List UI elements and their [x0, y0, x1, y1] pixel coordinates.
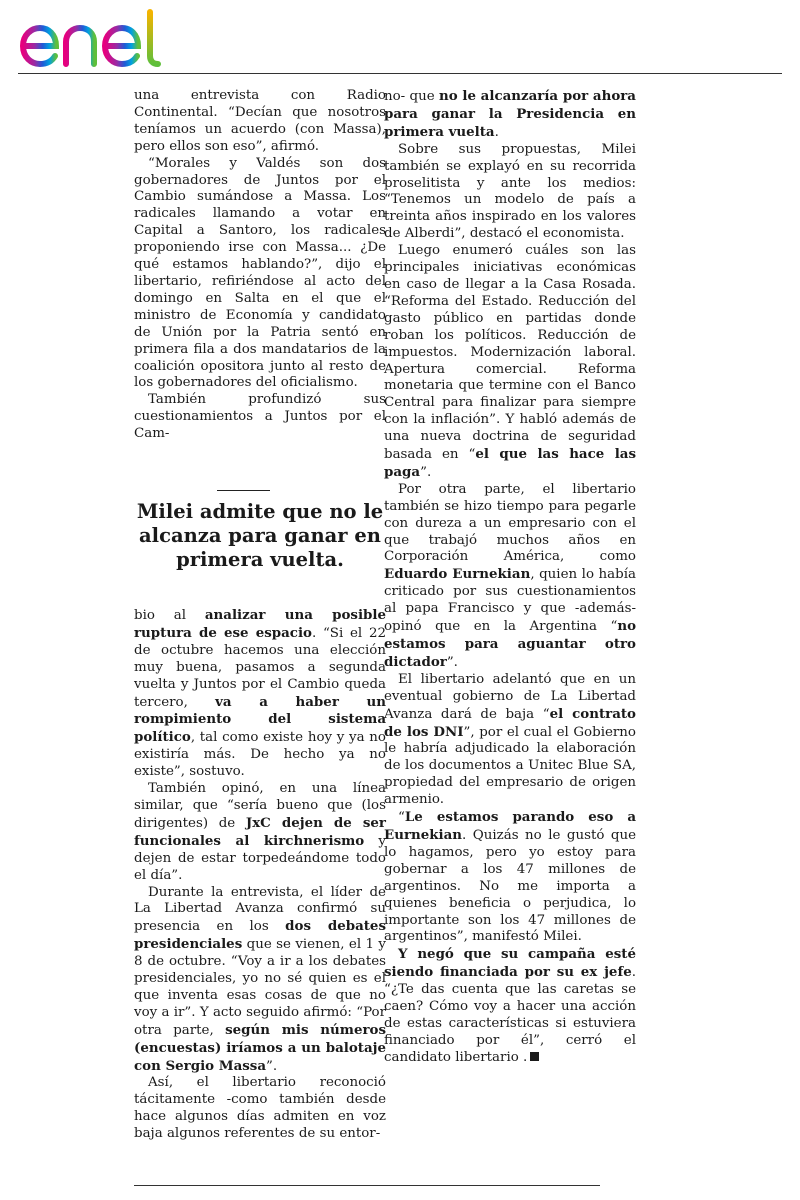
pullquote-divider — [217, 490, 270, 491]
paragraph: Y negó que su campaña esté siendo financiada por su ex jefe. “¿Te das cuenta que las caretas se caen? Cómo voy a hacer una acción de estas características si estuviera financiado por él”, cerró el candidato libertario . — [384, 946, 636, 1065]
paragraph: También profundizó sus cuestionamientos a Juntos por el Cam- — [134, 392, 386, 442]
header-divider — [18, 73, 782, 74]
article-column-right — [384, 88, 636, 1067]
paragraph: Durante la entrevista, el líder de La Libertad Avanza confirmó su presencia en los dos debates presidenciales que se vienen, el 1 y 8 de octubre. “Voy a ir a los debates presidenciales, yo no sé quien es el que inventa esas cosas de que no voy a ir”. Y acto seguido afirmó: “Por otra parte, según mis números (encuestas) iríamos a un balotaje con Sergio Massa”. — [134, 884, 386, 1074]
paragraph: “Le estamos parando eso a Eurnekian. Quizás no le gustó que lo hagamos, pero yo estoy para gobernar a los 47 millones de argentinos. No me importa a quienes beneficia o perjudica, lo importante son los 47 millones de argentinos”, manifestó Milei. — [384, 809, 636, 945]
enel-logo — [18, 8, 180, 70]
logo-letter-l — [150, 12, 158, 64]
logo-letter-n — [66, 28, 94, 64]
logo-letter-e2 — [105, 28, 138, 64]
paragraph: no- que no le alcanzaría por ahora para ganar la Presidencia en primera vuelta. — [384, 88, 636, 140]
paragraph: Así, el libertario reconoció tácitamente -como también desde hace algunos días admiten en voz baja algunos referentes de su entor- — [134, 1075, 386, 1142]
article-column-left-bottom — [134, 607, 386, 1143]
paragraph: Sobre sus propuestas, Milei también se explayó en su recorrida proselitista y ante los medios: “Tenemos un modelo de país a treinta años inspirado en los valores de Alberdi”, destacó el economista. — [384, 141, 636, 242]
logo-letter-e — [23, 28, 56, 64]
paragraph: Luego enumeró cuáles son las principales iniciativas económicas en caso de llegar a la Casa Rosada. “Reforma del Estado. Reducción del gasto público en partidas donde roban los políticos. Reducción de impuestos. Modernización laboral. Apertura comercial. Reforma monetaria que termine con el Banco Central para finalizar para siempre con la inflación”. Y habló además de una nueva doctrina de seguridad basada en “el que las hace las paga”. — [384, 243, 637, 480]
paragraph: bio al analizar una posible ruptura de ese espacio. “Si el 22 de octubre hacemos una elección muy buena, pasamos a segunda vuelta y Juntos por el Cambio queda tercero, va a haber un rompimiento del sistema político, tal como existe hoy y ya no existiría más. De hecho ya no existe”, sostuvo. — [134, 607, 386, 780]
article-column-left-top — [134, 88, 386, 443]
paragraph: “Morales y Valdés son dos gobernadores de Juntos por el Cambio sumándose a Massa. Los radicales llamando a votar en Capital a Santoro, los radicales proponiendo irse con Massa... ¿De qué estamos hablando?”, dijo el libertario, refiriéndose al acto del domingo en Salta en el que el ministro de Economía y candidato de Unión por la Patria sentó en primera fila a dos mandatarios de la coalición opositora junto al resto de los gobernadores del oficialismo. — [134, 155, 386, 391]
paragraph: El libertario adelantó que en un eventual gobierno de La Libertad Avanza dará de baja “el contrato de los DNI”, por el cual el Gobierno le habría adjudicado la elaboración de los documentos a Unitec Blue SA, propiedad del empresario de origen armenio. — [384, 671, 636, 808]
paragraph: También opinó, en una línea similar, que “sería bueno que (los dirigentes) de JxC dejen de ser funcionales al kirchnerismo y dejen de estar torpedeándome todo el día”. — [134, 781, 386, 883]
end-of-article-icon — [530, 1052, 539, 1061]
footer-divider — [134, 1185, 600, 1186]
pullquote: Milei admite que no le alcanza para ganar en primera vuelta. — [136, 500, 384, 571]
paragraph: Por otra parte, el libertario también se hizo tiempo para pegarle con dureza a un empresario con el que trabajó muchos años en Corporación América, como Eduardo Eurnekian, quien lo había criticado por sus cuestionamientos al papa Francisco y que -además- opinó que en la Argentina “no estamos para aguantar otro dictador”. — [384, 481, 636, 670]
paragraph: una entrevista con Radio Continental. “Decían que nosotros teníamos un acuerdo (con Massa), pero ellos son eso”, afirmó. — [134, 88, 386, 154]
